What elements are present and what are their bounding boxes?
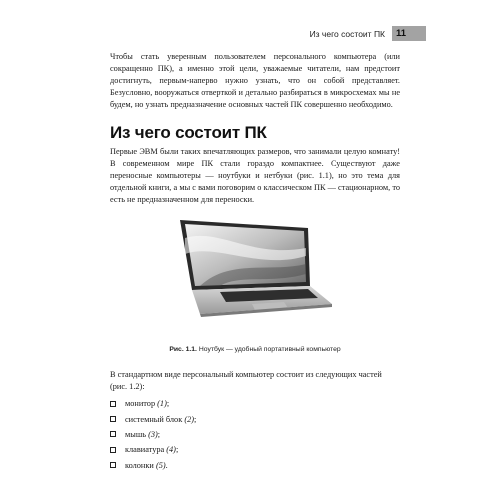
- list-item: [110, 427, 196, 442]
- item-end: ;: [175, 445, 179, 455]
- components-list: [110, 396, 196, 473]
- item-ref: (2): [184, 414, 194, 424]
- section-title: Из чего состоит ПК: [110, 123, 267, 142]
- list-intro: В стандартном виде персональный компьютер состоит из следующих частей (рис. 1.2):: [110, 370, 382, 391]
- item-ref: (4): [166, 445, 176, 455]
- item-name: клавиатура: [125, 445, 165, 455]
- laptop-illustration: [160, 218, 340, 318]
- list-item: [110, 458, 196, 473]
- checkbox-bullet-icon: [110, 447, 116, 453]
- checkbox-bullet-icon: [110, 431, 116, 437]
- checkbox-bullet-icon: [110, 462, 116, 468]
- item-name: мышь: [125, 429, 146, 439]
- section-paragraph: Первые ЭВМ были таких впечатляющих размеров, что занимали целую комнату! В современном мире ПК стали гораздо компактнее. Существуют даже переносные компьютеры — ноутбуки и нетбуки (рис. 1.1), но это тема для отдельной книги, а мы с вами поговорим о классическом ПК — стационарном, то есть не предназначенном для переноски.: [110, 147, 400, 204]
- figure-caption: [110, 346, 400, 353]
- item-ref: (5): [155, 460, 166, 470]
- item-name: колонки: [125, 460, 154, 470]
- item-end: .: [165, 460, 168, 470]
- item-end: ;: [166, 399, 170, 409]
- page-number: 11: [392, 26, 426, 41]
- figure-caption-text: Ноутбук — удобный портативный компьютер: [198, 346, 341, 353]
- item-ref: (1): [157, 399, 167, 409]
- laptop-figure: [160, 218, 340, 318]
- item-end: ;: [194, 414, 197, 424]
- checkbox-bullet-icon: [110, 416, 116, 422]
- figure-label: Рис. 1.1.: [169, 346, 197, 353]
- running-header: [310, 26, 426, 41]
- item-name: монитор: [125, 399, 156, 409]
- list-item: [110, 442, 196, 457]
- item-ref: (3): [148, 429, 158, 439]
- list-item: [110, 411, 196, 426]
- intro-paragraph: Чтобы стать уверенным пользователем персонального компьютера (или сокращенно ПК), а именно этой цели, уважаемые читатели, нам предстоит достигнуть, первым-наперво нужно узнать, что он собой представляет. Безусловно, вооружаться отверткой и детально разбираться в микросхемах мы не будем, но узнать предназначение основных частей ПК совершенно необходимо.: [110, 52, 400, 109]
- checkbox-bullet-icon: [110, 401, 116, 407]
- item-name: системный блок: [125, 414, 183, 424]
- item-end: ;: [157, 429, 161, 439]
- list-item: [110, 396, 196, 411]
- running-title: Из чего состоит ПК: [309, 28, 385, 39]
